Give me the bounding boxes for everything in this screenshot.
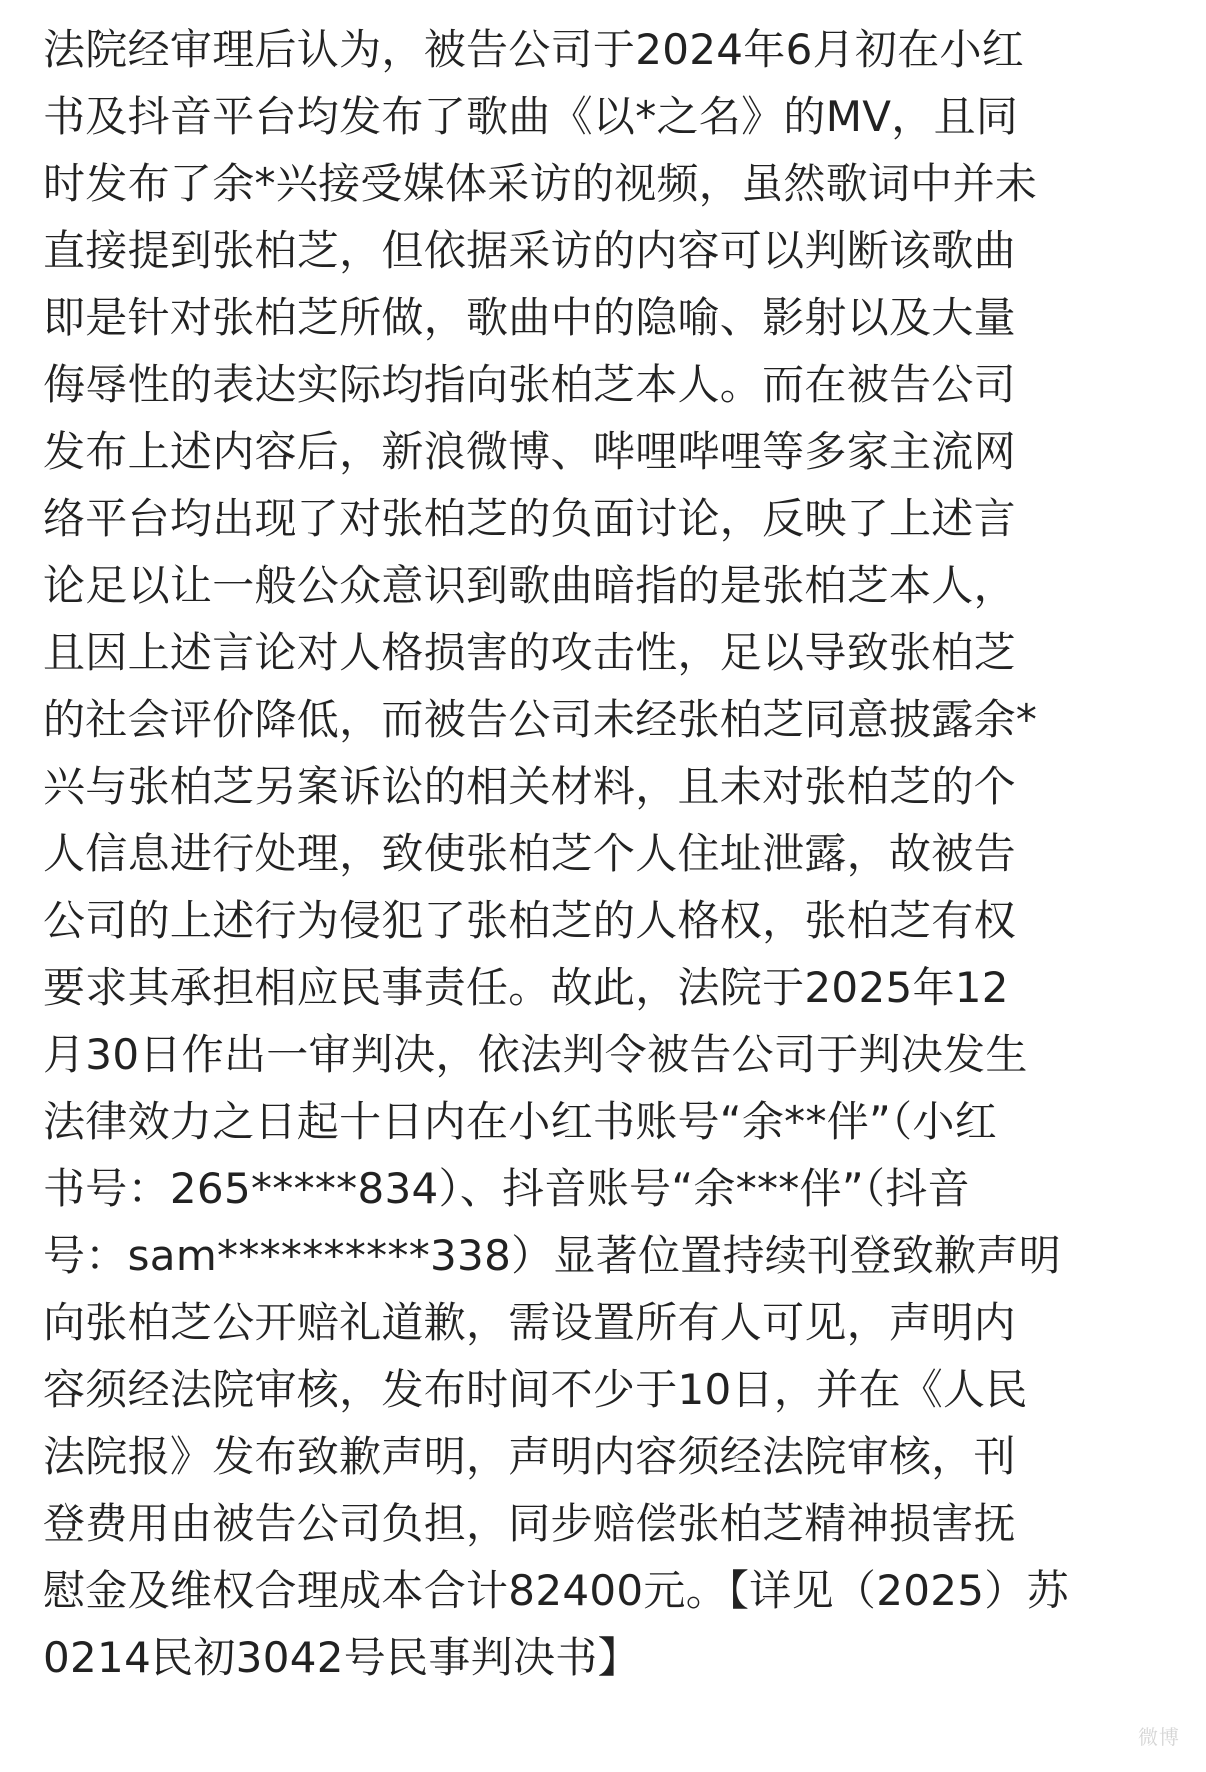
text-line: 论足以让一般公众意识到歌曲暗指的是张柏芝本人， <box>43 561 1016 610</box>
text-line: 人信息进行处理，致使张柏芝个人住址泄露，故被告 <box>43 829 1016 878</box>
text-line: 络平台均出现了对张柏芝的负面讨论，反映了上述言 <box>43 494 1016 543</box>
document-text <box>43 16 1163 1691</box>
text-line: 登费用由被告公司负担，同步赔偿张柏芝精神损害抚 <box>43 1499 1016 1548</box>
text-line: 时发布了余*兴接受媒体采访的视频，虽然歌词中并未 <box>43 159 1038 208</box>
text-line: 书及抖音平台均发布了歌曲《以*之名》的MV，且同 <box>43 92 1019 141</box>
text-line: 公司的上述行为侵犯了张柏芝的人格权，张柏芝有权 <box>43 896 1016 945</box>
text-line: 法院报》发布致歉声明，声明内容须经法院审核，刊 <box>43 1432 1016 1481</box>
text-line: 0214民初3042号民事判决书】 <box>43 1633 640 1682</box>
text-line: 即是针对张柏芝所做，歌曲中的隐喻、影射以及大量 <box>43 293 1016 342</box>
text-line: 慰金及维权合理成本合计82400元。【详见（2025）苏 <box>43 1566 1069 1615</box>
text-line: 法律效力之日起十日内在小红书账号“余**伴”（小红 <box>43 1097 998 1146</box>
text-line: 号：sam**********338）显著位置持续刊登致歉声明 <box>43 1231 1061 1280</box>
text-line: 发布上述内容后，新浪微博、哔哩哔哩等多家主流网 <box>43 427 1016 476</box>
text-line: 书号：265*****834）、抖音账号“余***伴”（抖音 <box>43 1164 970 1213</box>
text-line: 容须经法院审核，发布时间不少于10日，并在《人民 <box>43 1365 1028 1414</box>
text-line: 直接提到张柏芝，但依据采访的内容可以判断该歌曲 <box>43 226 1016 275</box>
text-line: 要求其承担相应民事责任。故此，法院于2025年12 <box>43 963 1009 1012</box>
text-line: 向张柏芝公开赔礼道歉，需设置所有人可见，声明内 <box>43 1298 1016 1347</box>
text-line: 侮辱性的表达实际均指向张柏芝本人。而在被告公司 <box>43 360 1016 409</box>
text-line: 月30日作出一审判决，依法判令被告公司于判决发生 <box>43 1030 1028 1079</box>
text-line: 法院经审理后认为，被告公司于2024年6月初在小红 <box>43 25 1025 74</box>
text-line: 且因上述言论对人格损害的攻击性，足以导致张柏芝 <box>43 628 1016 677</box>
text-line: 兴与张柏芝另案诉讼的相关材料，且未对张柏芝的个 <box>43 762 1016 811</box>
text-line: 的社会评价降低，而被告公司未经张柏芝同意披露余* <box>43 695 1038 744</box>
watermark: 微博 <box>1138 1725 1180 1749</box>
